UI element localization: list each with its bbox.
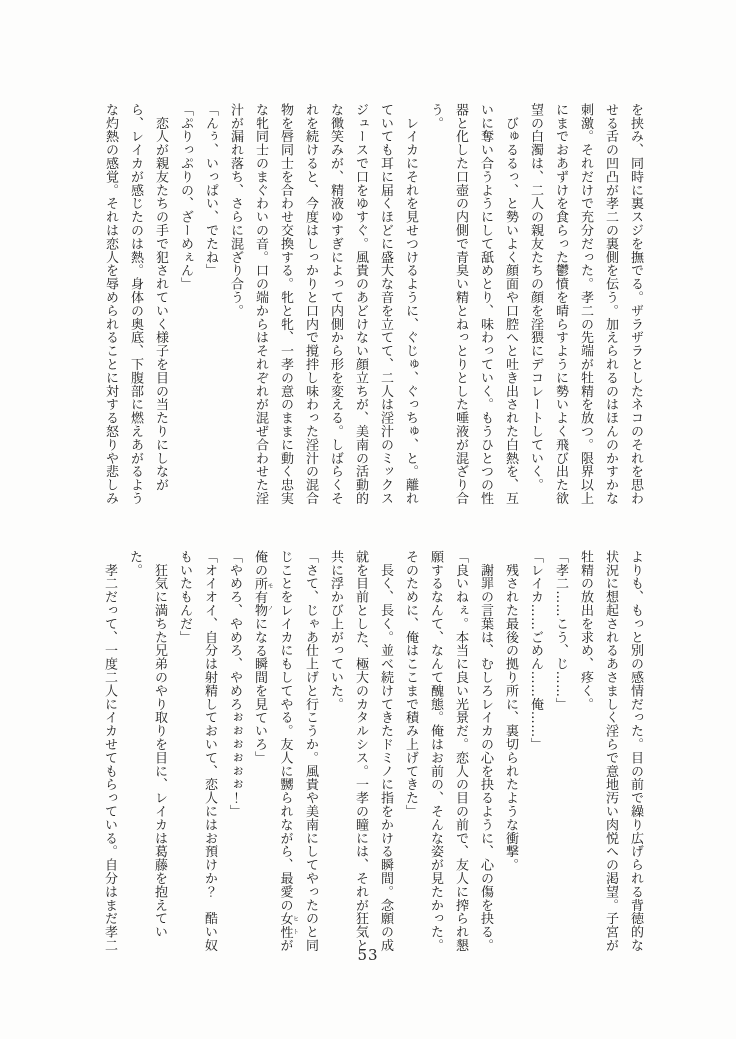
text-line: 「やめろ、やめろ、やめろぉぉぉぉぉぉ！」 <box>227 550 242 818</box>
text-line: せる舌の凹凸が孝二の裏側を伝う。加えられるのはほんのかすかな <box>603 103 618 505</box>
text-line: 牡精の放出を求め、疼く。 <box>578 550 593 711</box>
text-line: 「孝二……こう、じ……」 <box>553 550 568 711</box>
text-line: 共に浮かび上がっていた。 <box>328 550 343 711</box>
text-line: な牝同士のまぐわいの音。口の端からはそれぞれが混ぜ合わせた淫 <box>253 103 268 505</box>
text-line: そのために、俺はここまで積み上げてきた」 <box>403 550 418 818</box>
text-block-top <box>98 103 648 503</box>
text-line: 長く、長く。並べ続けてきたドミノに指をかける瞬間。念願の成 <box>378 550 393 952</box>
text-line: 望の白濁は、二人の親友たちの顔を淫猥にデコレートしていく。 <box>528 103 543 492</box>
text-line: 状況に想起されるあさましく淫らで意地汚い肉悦への渇望。子宮が <box>603 550 618 952</box>
text-line: もいたもんだ」 <box>177 550 192 644</box>
text-line: 「良いねぇ。本当に良い光景だ。恋人の目の前で、友人に搾られ懇 <box>453 550 468 952</box>
text-line: ジュースで口をゆすぐ。風貴のあどけない顔立ちが、美南の活動的 <box>353 103 368 505</box>
text-line: 「レイカ……ごめん……俺……」 <box>528 550 543 751</box>
text-line: びゅるるっ、と勢いよく顔面や口腔へと吐き出された白熱を、互 <box>503 103 518 505</box>
text-line: な微笑みが、精液ゆすぎによって内側から形を変える。しばらくそ <box>328 103 343 505</box>
text-line: な灼熱の感覚。それは恋人を辱められることに対する怒りや悲しみ <box>103 103 118 505</box>
text-line: よりも、もっと別の感情だった。目の前で繰り広げられる背徳的な <box>628 550 643 952</box>
text-line: 「さて、じゃあ仕上げと行こうか。風貴や美南にしてやったのと同 <box>303 550 318 952</box>
text-line: 残された最後の拠り所に、裏切られたような衝撃。 <box>503 550 518 872</box>
text-line: を挟み、同時に裏スジを撫でる。ザラザラとしたネコのそれを思わ <box>628 103 643 505</box>
text-line: 孝二だって、一度二人にイカせてもらっている。自分はまだ孝二 <box>102 550 117 952</box>
text-line: れを続けると、今度はしっかりと口内で撹拌し味わった淫汁の混合 <box>303 103 318 505</box>
text-line: 恋人が親友たちの手で犯されていく様子を目の当たりにしなが <box>153 103 168 492</box>
text-line: 願するなんて、なんて醜態。俺はお前の、そんな姿が見たかった。 <box>428 550 443 952</box>
text-line: 「んぅ、いっぱい、でたね」 <box>203 103 218 278</box>
text-line: 「ぷりっぷりの、ざーめぇん」 <box>178 103 193 291</box>
text-block-bottom <box>97 550 648 953</box>
text-line: 謝罪の言葉は、むしろレイカの心を抉るように、心の傷を抉る。 <box>478 550 493 952</box>
text-line: じことをレイカにもしてやる。友人に嬲られながら、最愛の女性 ヒトが <box>277 550 299 953</box>
text-line: た。 <box>127 550 142 577</box>
text-line: いに奪い合うようにして舐めとり、味わっていく。もうひとつの性 <box>478 103 493 505</box>
text-line: 「オイオイ、自分は射精しておいて、恋人にはお預けか？ 酷い奴 <box>202 550 217 952</box>
text-line: レイカにそれを見せつけるように、ぐじゅ、ぐっちゅ、と。離れ <box>403 103 418 505</box>
text-line: ていても耳に届くほどに盛大な音を立てて、二人は淫汁のミックス <box>378 103 393 505</box>
text-line: 就を目前とした、極大のカタルシス。一孝の瞳には、それが狂気と <box>353 550 368 952</box>
text-line: 器と化した口壺の内側で青臭い精とねっとりとした唾液が混ざり合 <box>453 103 468 505</box>
text-line: 狂気に満ちた兄弟のやり取りを目に、レイカは葛藤を抱えてい <box>152 550 167 939</box>
text-line: う。 <box>428 103 443 130</box>
text-line: ら、レイカが感じたのは熱。身体の奥底、下腹部に燃えあがるよう <box>128 103 143 505</box>
text-line: にまでおあずけを食らった鬱憤を晴らすように勢いよく飛び出た欲 <box>553 103 568 505</box>
page-number: 53 <box>357 946 379 964</box>
text-line: 物を唇同士を合わせ交換する。牝と牝、一孝の意のままに動く忠実 <box>278 103 293 505</box>
text-line: 俺の所有物 モノになる瞬間を見ていろ」 <box>252 550 273 765</box>
text-line: 汁が漏れ落ち、さらに混ざり合う。 <box>228 103 243 318</box>
text-line: 刺激。それだけで充分だった。孝二の先端が牡精を放つ。限界以上 <box>578 103 593 505</box>
